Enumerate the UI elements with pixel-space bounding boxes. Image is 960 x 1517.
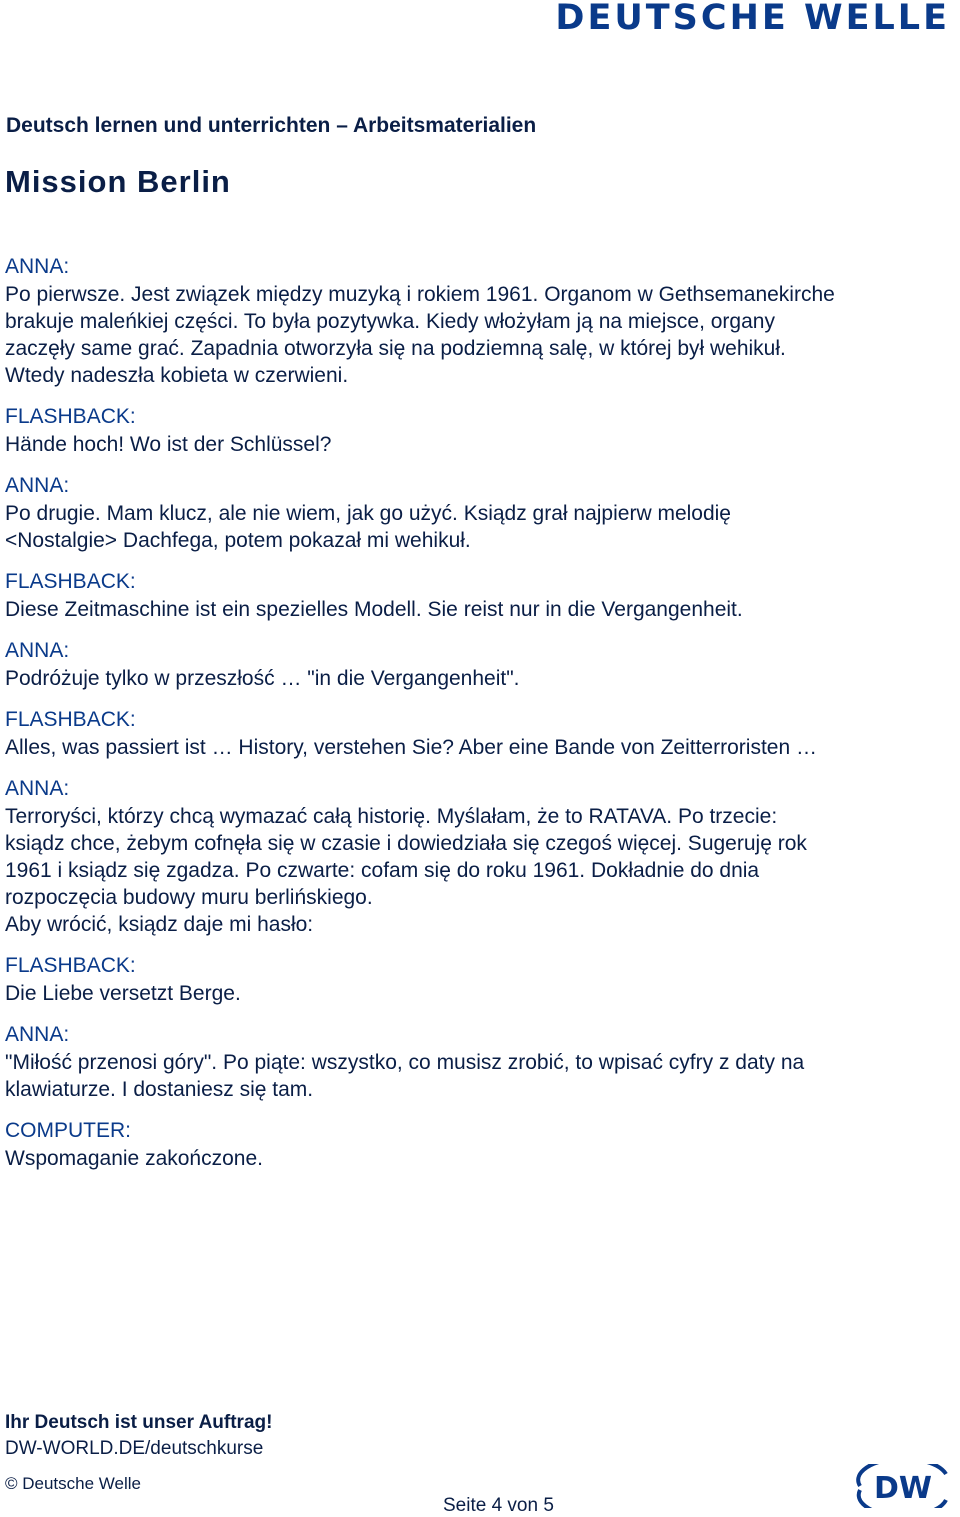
speaker-label: ANNA: <box>5 777 70 800</box>
dialogue-block <box>5 1021 945 1103</box>
dialogue-block <box>5 637 945 692</box>
dialogue-line: Wtedy nadeszła kobieta w czerwieni. <box>5 364 349 387</box>
dialogue-line: Aby wrócić, ksiądz daje mi hasło: <box>5 913 314 936</box>
dialogue-line: Alles, was passiert ist … History, verstehen Sie? Aber eine Bande von Zeitterroristen … <box>5 736 817 759</box>
dialogue-line: <Nostalgie> Dachfega, potem pokazał mi wehikuł. <box>5 529 471 552</box>
dialogue-line: brakuje maleńkiej części. To była pozytywka. Kiedy włożyłam ją na miejsce, organy <box>5 310 775 333</box>
dialogue-line: "Miłość przenosi góry". Po piąte: wszystko, co musisz zrobić, to wpisać cyfry z daty na <box>5 1051 805 1074</box>
dialogue-script <box>5 253 945 1186</box>
dialogue-line: Po pierwsze. Jest związek między muzyką i rokiem 1961. Organom w Gethsemanekirche <box>5 283 835 306</box>
dw-logo-icon <box>856 1464 950 1508</box>
dialogue-line: 1961 i ksiądz się zgadza. Po czwarte: cofam się do roku 1961. Dokładnie do dnia <box>5 859 760 882</box>
dialogue-line: klawiaturze. I dostaniesz się tam. <box>5 1078 314 1101</box>
copyright-notice: © Deutsche Welle <box>5 1474 141 1493</box>
speaker-label: ANNA: <box>5 639 70 662</box>
dialogue-line: Hände hoch! Wo ist der Schlüssel? <box>5 433 332 456</box>
dialogue-block <box>5 568 945 623</box>
footer-url[interactable]: DW-WORLD.DE/deutschkurse <box>5 1438 264 1459</box>
dialogue-block <box>5 472 945 554</box>
dialogue-line: Podróżuje tylko w przeszłość … "in die Vergangenheit". <box>5 667 520 690</box>
page-number: Seite 4 von 5 <box>443 1495 554 1516</box>
speaker-label: COMPUTER: <box>5 1119 131 1142</box>
speaker-label: ANNA: <box>5 1023 70 1046</box>
speaker-label: FLASHBACK: <box>5 708 136 731</box>
document-subtitle: Deutsch lernen und unterrichten – Arbeitsmaterialien <box>6 114 537 137</box>
document-title: Mission Berlin <box>5 164 231 199</box>
dialogue-block <box>5 253 945 389</box>
dialogue-line: rozpoczęcia budowy muru berlińskiego. <box>5 886 373 909</box>
dialogue-block <box>5 1117 945 1172</box>
dialogue-block <box>5 952 945 1007</box>
speaker-label: FLASHBACK: <box>5 570 136 593</box>
footer-slogan: Ihr Deutsch ist unser Auftrag! <box>5 1412 273 1433</box>
dialogue-block <box>5 403 945 458</box>
brand-header: DEUTSCHE WELLE <box>555 0 950 38</box>
dialogue-line: ksiądz chce, żebym cofnęła się w czasie i dowiedziała się czegoś więcej. Sugeruję rok <box>5 832 807 855</box>
speaker-label: FLASHBACK: <box>5 405 136 428</box>
speaker-label: FLASHBACK: <box>5 954 136 977</box>
dialogue-line: Po drugie. Mam klucz, ale nie wiem, jak go użyć. Ksiądz grał najpierw melodię <box>5 502 731 525</box>
speaker-label: ANNA: <box>5 474 70 497</box>
dialogue-line: Diese Zeitmaschine ist ein spezielles Modell. Sie reist nur in die Vergangenheit. <box>5 598 743 621</box>
dialogue-block <box>5 706 945 761</box>
dialogue-line: Die Liebe versetzt Berge. <box>5 982 241 1005</box>
speaker-label: ANNA: <box>5 255 70 278</box>
logo-text: DW <box>874 1471 932 1506</box>
dialogue-line: zaczęły same grać. Zapadnia otworzyła się na podziemną salę, w której był wehikuł. <box>5 337 786 360</box>
dialogue-block <box>5 775 945 938</box>
dialogue-line: Terroryści, którzy chcą wymazać całą historię. Myślałam, że to RATAVA. Po trzecie: <box>5 805 778 828</box>
dialogue-line: Wspomaganie zakończone. <box>5 1147 263 1170</box>
